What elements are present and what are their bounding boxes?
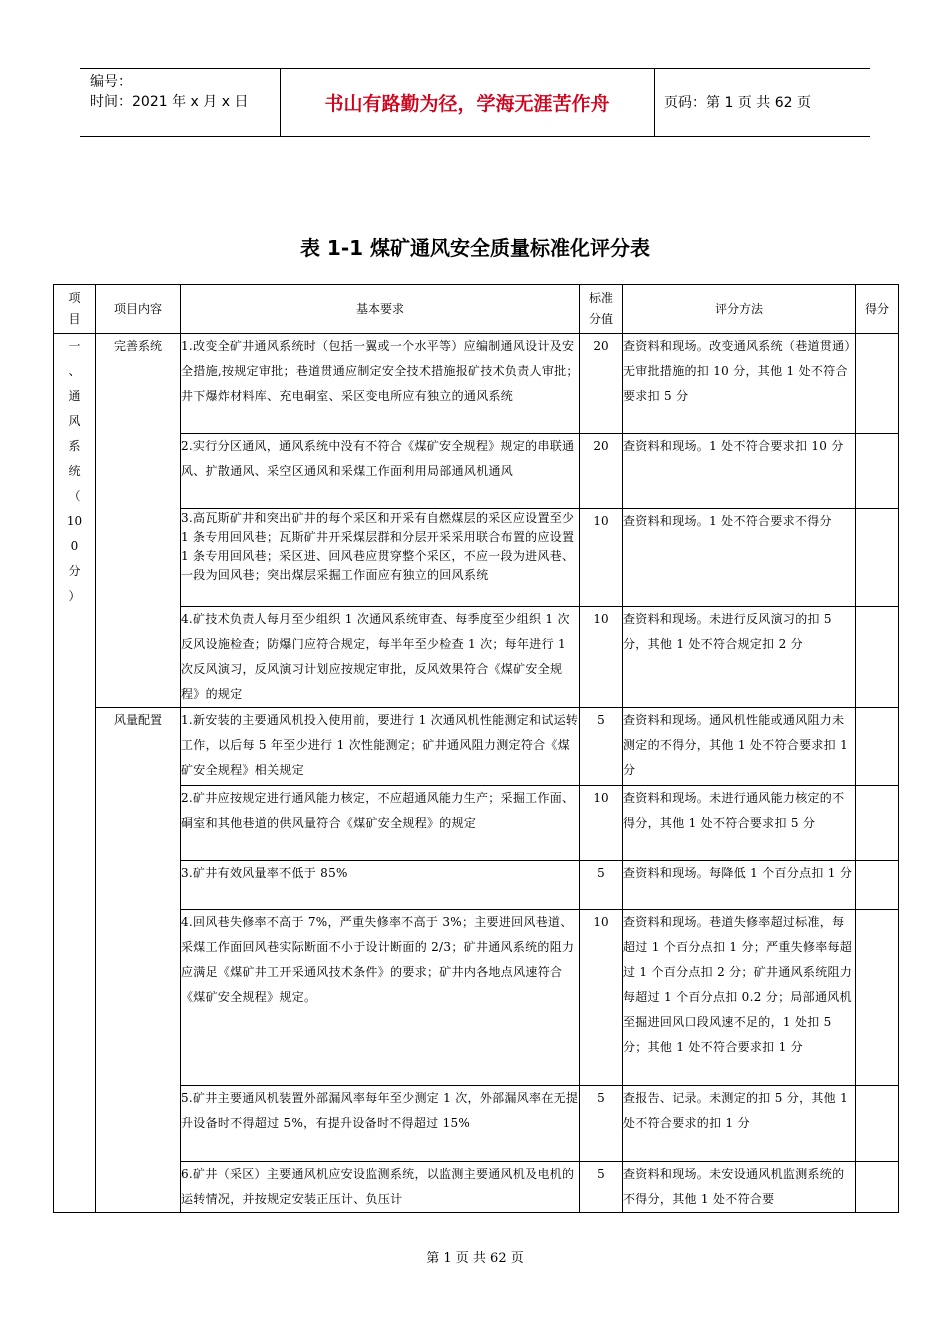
result-cell	[856, 1086, 899, 1162]
table-row	[54, 861, 899, 910]
score-cell: 10	[580, 786, 623, 861]
score-cell: 20	[580, 434, 623, 509]
group-label: 完善系统	[96, 334, 181, 708]
section-label: 一 、 通 风 系 统 （ 10 0 分 ）	[54, 334, 96, 1213]
result-cell	[856, 708, 899, 786]
score-cell: 10	[580, 910, 623, 1086]
header-item: 项目	[54, 285, 96, 334]
result-cell	[856, 1162, 899, 1213]
table-row	[54, 334, 899, 434]
result-cell	[856, 434, 899, 509]
result-cell	[856, 509, 899, 607]
score-cell: 5	[580, 708, 623, 786]
table-row	[54, 786, 899, 861]
header-result: 得分	[856, 285, 899, 334]
date-label: 时间：2021 年 x 月 x 日	[90, 94, 249, 110]
table-row	[54, 509, 899, 607]
result-cell	[856, 910, 899, 1086]
table-header-row	[54, 285, 899, 334]
header-score: 标准分值	[580, 285, 623, 334]
score-cell: 5	[580, 1162, 623, 1213]
result-cell	[856, 861, 899, 910]
requirement-cell: 4.矿技术负责人每月至少组织 1 次通风系统审查、每季度至少组织 1 次反风设施检查；防爆门应符合规定，每半年至少检查 1 次；每年进行 1 次反风演习，反风演习计划应按规定审批，反风效果符合《煤矿安全规程》的规定	[181, 607, 580, 708]
method-cell: 查资料和现场。改变通风系统（巷道贯通）无审批措施的扣 10 分，其他 1 处不符合要求扣 5 分	[623, 334, 856, 434]
score-cell: 10	[580, 509, 623, 607]
requirement-cell: 3.高瓦斯矿井和突出矿井的每个采区和开采有自燃煤层的采区应设置至少 1 条专用回风巷；瓦斯矿井开采煤层群和分层开采采用联合布置的应设置 1 条专用回风巷；采区进、回风巷应贯穿整个采区，不应一段为进风巷、一段为回风巷；突出煤层采掘工作面应有独立的回风系统	[181, 509, 580, 607]
serial-number-label: 编号：	[90, 74, 132, 90]
score-cell: 5	[580, 1086, 623, 1162]
requirement-cell: 1.改变全矿井通风系统时（包括一翼或一个水平等）应编制通风设计及安全措施,按规定审批；巷道贯通应制定安全技术措施报矿技术负责人审批；井下爆炸材料库、充电硐室、采区变电所应有独立的通风系统	[181, 334, 580, 434]
header-divider	[654, 68, 655, 136]
method-cell: 查资料和现场。通风机性能或通风阻力未测定的不得分，其他 1 处不符合要求扣 1 分	[623, 708, 856, 786]
requirement-cell: 3.矿井有效风量率不低于 85%	[181, 861, 580, 910]
result-cell	[856, 607, 899, 708]
table-row	[54, 434, 899, 509]
table-row	[54, 1086, 899, 1162]
header-bottom-rule	[80, 136, 870, 137]
table-row	[54, 910, 899, 1086]
score-cell: 20	[580, 334, 623, 434]
page-footer: 第 1 页 共 62 页	[426, 1251, 524, 1266]
scoring-table	[53, 284, 899, 1213]
requirement-cell: 2.矿井应按规定进行通风能力核定，不应超通风能力生产；采掘工作面、硐室和其他巷道的供风量符合《煤矿安全规程》的规定	[181, 786, 580, 861]
header-motto: 书山有路勤为径，学海无涯苦作舟	[324, 92, 610, 115]
score-cell: 5	[580, 861, 623, 910]
header-meta	[90, 72, 248, 112]
table-row	[54, 708, 899, 786]
score-cell: 10	[580, 607, 623, 708]
requirement-cell: 5.矿井主要通风机装置外部漏风率每年至少测定 1 次，外部漏风率在无提升设备时不得超过 5%，有提升设备时不得超过 15%	[181, 1086, 580, 1162]
result-cell	[856, 334, 899, 434]
document-title: 表 1-1 煤矿通风安全质量标准化评分表	[299, 236, 651, 260]
method-cell: 查资料和现场。未进行通风能力核定的不得分，其他 1 处不符合要求扣 5 分	[623, 786, 856, 861]
requirement-cell: 2.实行分区通风，通风系统中没有不符合《煤矿安全规程》规定的串联通风、扩散通风、采空区通风和采煤工作面利用局部通风机通风	[181, 434, 580, 509]
table-row	[54, 607, 899, 708]
method-cell: 查资料和现场。每降低 1 个百分点扣 1 分	[623, 861, 856, 910]
requirement-cell: 1.新安装的主要通风机投入使用前，要进行 1 次通风机性能测定和试运转工作，以后每 5 年至少进行 1 次性能测定；矿井通风阻力测定符合《煤矿安全规程》相关规定	[181, 708, 580, 786]
method-cell: 查资料和现场。1 处不符合要求不得分	[623, 509, 856, 607]
requirement-cell: 6.矿井（采区）主要通风机应安设监测系统，以监测主要通风机及电机的运转情况，并按规定安装正压计、负压计	[181, 1162, 580, 1213]
table-row	[54, 1162, 899, 1213]
method-cell: 查报告、记录。未测定的扣 5 分，其他 1 处不符合要求的扣 1 分	[623, 1086, 856, 1162]
header-content: 项目内容	[96, 285, 181, 334]
method-cell: 查资料和现场。巷道失修率超过标准，每超过 1 个百分点扣 1 分；严重失修率每超过 1 个百分点扣 2 分；矿井通风系统阻力每超过 1 个百分点扣 0.2 分；局部通风机至掘进回风口段风速不足的，1 处扣 5 分；其他 1 处不符合要求扣 1 分	[623, 910, 856, 1086]
method-cell: 查资料和现场。1 处不符合要求扣 10 分	[623, 434, 856, 509]
group-label: 风量配置	[96, 708, 181, 1213]
requirement-cell: 4.回风巷失修率不高于 7%，严重失修率不高于 3%；主要进回风巷道、采煤工作面回风巷实际断面不小于设计断面的 2/3；矿井通风系统的阻力应满足《煤矿井工开采通风技术条件》的要求；矿井内各地点风速符合《煤矿安全规程》规定。	[181, 910, 580, 1086]
header-requirement: 基本要求	[181, 285, 580, 334]
header-method: 评分方法	[623, 285, 856, 334]
header-page-number: 页码：第 1 页 共 62 页	[664, 95, 811, 111]
method-cell: 查资料和现场。未安设通风机监测系统的不得分，其他 1 处不符合要	[623, 1162, 856, 1213]
method-cell: 查资料和现场。未进行反风演习的扣 5 分，其他 1 处不符合规定扣 2 分	[623, 607, 856, 708]
result-cell	[856, 786, 899, 861]
